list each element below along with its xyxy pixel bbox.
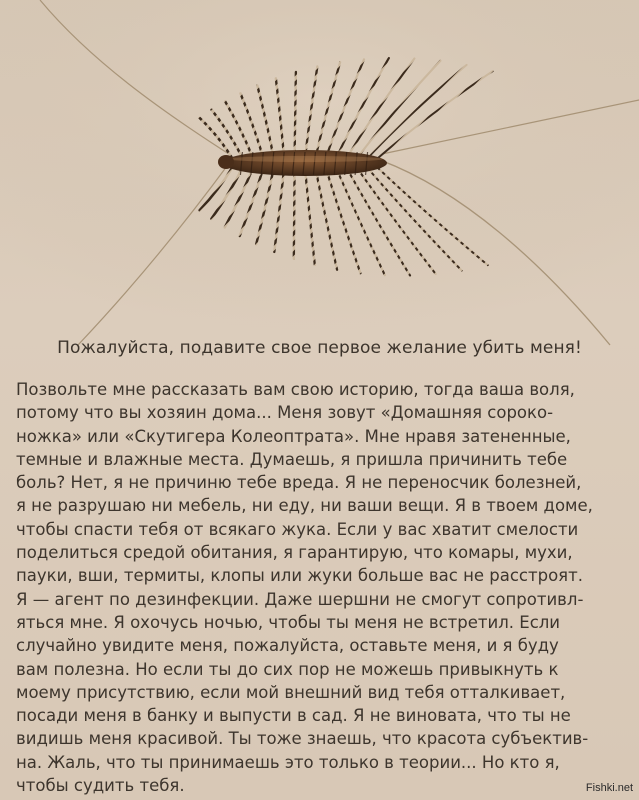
story-line: ножка» или «Скутигера Колеоптрата». Мне нравя затененные, <box>16 426 571 446</box>
story-line: поделиться средой обитания, я гарантирую, что комары, мухи, <box>16 543 573 563</box>
story-line: чтобы спасти тебя от всякаго жука. Если у вас хватит смелости <box>16 519 579 539</box>
centipede-leg <box>294 168 295 259</box>
watermark: Fishki.net <box>585 782 633 794</box>
story-line: вам полезна. Но если ты до сих пор не можешь привыкнуть к <box>16 659 559 679</box>
story-line: посади меня в банку и выпусти в сад. Я не виновата, что ты не <box>16 706 571 726</box>
centipede-leg <box>295 72 296 158</box>
story-line: темные и влажные места. Думаешь, я пришла причинить тебе <box>16 449 568 469</box>
story-line: яться мне. Я охочусь ночью, чтобы ты меня не встретил. Если <box>16 612 561 632</box>
story-line: я не разрушаю ни мебель, ни еду, ни ваши вещи. Я в твоем доме, <box>16 496 593 516</box>
headline-text: Пожалуйста, подавите свое первое желание убить меня! <box>57 338 582 358</box>
story-line: потому что вы хозяин дома... Меня зовут «Домашняя сороко- <box>16 403 554 423</box>
story-line: Я — агент по дезинфекции. Даже шершни не смогут сопротивл- <box>16 589 584 609</box>
story-line: видишь меня красивой. Ты тоже знаешь, что красота субъектив- <box>16 729 589 749</box>
story-line: моему присутствию, если мой внешний вид тебя отталкивает, <box>16 682 566 702</box>
story-line: Позвольте мне рассказать вам свою историю, тогда ваша воля, <box>16 380 575 399</box>
story-line: пауки, вши, термиты, клопы или жуки больше вас не расстроят. <box>16 566 583 586</box>
story-line: боль? Нет, я не причиню тебе вреда. Я не переносчик болезней, <box>16 473 582 493</box>
centipede-story-text <box>16 378 628 797</box>
story-line: чтобы судить тебя. <box>16 776 185 796</box>
story-line: случайно увидите меня, пожалуйста, оставьте меня, и я буду <box>16 636 559 656</box>
story-line: на. Жаль, что ты принимаешь это только в теории... Но кто я, <box>16 752 560 772</box>
